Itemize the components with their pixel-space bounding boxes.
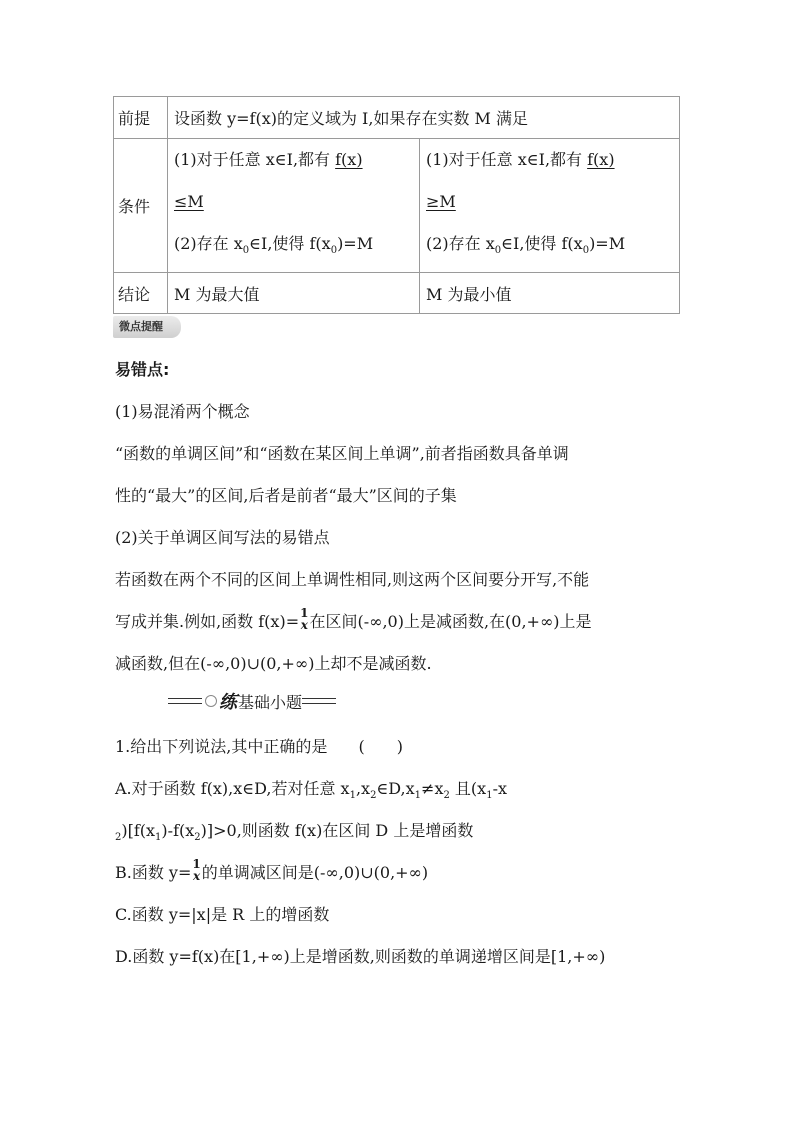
opt-b-a: B.函数 y=	[115, 863, 192, 882]
opt-a-2c: )-f(x	[161, 821, 195, 840]
question-stem-text: 1.给出下列说法,其中正确的是	[115, 737, 328, 756]
lian-icon: 练	[219, 692, 237, 713]
opt-a-sub5: 1	[486, 790, 493, 802]
double-rule-right	[302, 698, 336, 704]
section-heading	[168, 688, 336, 714]
frac-den-b: x	[192, 868, 201, 883]
table-row-condition	[114, 139, 680, 273]
option-a-line-1	[115, 776, 507, 801]
pitfalls-heading: 易错点:	[115, 360, 170, 379]
pitfall-2-line-1: 若函数在两个不同的区间上单调性相同,则这两个区间要分开写,不能	[115, 570, 590, 589]
table-row-premise	[114, 97, 680, 139]
opt-a-1a: A.对于函数 f(x),x∈D,若对任意 x	[115, 779, 350, 798]
magnifier-icon	[205, 695, 217, 707]
answer-parens: ( )	[358, 737, 403, 756]
opt-a-1b: ,x	[355, 779, 371, 798]
opt-a-2b: )[f(x	[121, 821, 156, 840]
definition-table	[113, 96, 680, 314]
max-cond-2-sub2: 0	[330, 245, 338, 257]
max-conclusion: M 为最大值	[168, 273, 420, 314]
condition-label: 条件	[114, 139, 168, 273]
max-cond-1-le: ≤M	[174, 192, 204, 211]
opt-a-2a: 2	[115, 832, 122, 844]
opt-a-1c: ∈D,x	[376, 779, 415, 798]
opt-a-sub2: 2	[370, 790, 377, 802]
min-cond-1-fx: f(x)	[587, 150, 615, 169]
min-conclusion: M 为最小值	[420, 273, 680, 314]
pitfall-2-line-2-a: 写成并集.例如,函数 f(x)=	[115, 612, 300, 631]
opt-a-2d: )]>0,则函数 f(x)在区间 D 上是增函数	[200, 821, 474, 840]
opt-a-1e: 且(x	[449, 779, 487, 798]
frac-den: x	[300, 617, 308, 632]
min-cond-1-ge: ≥M	[426, 192, 456, 211]
opt-a-sub7: 2	[194, 832, 201, 844]
option-c: C.函数 y=|x|是 R 上的增函数	[115, 905, 330, 924]
pitfall-2-line-2-b: 在区间(-∞,0)上是减函数,在(0,+∞)上是	[309, 612, 592, 631]
min-cond-2-text-b: ∈I,使得 f(x	[501, 234, 583, 253]
min-cond-2-text-c: )=M	[589, 234, 626, 253]
frac-num: 1	[300, 605, 309, 620]
min-condition-cell	[420, 139, 680, 273]
tip-badge: 微点提醒	[113, 316, 181, 338]
opt-a-sub3: 1	[414, 790, 422, 802]
max-cond-2-text-c: )=M	[337, 234, 374, 253]
max-cond-2-text: (2)存在 x	[174, 234, 243, 253]
option-a-line-2	[115, 818, 473, 843]
min-cond-2-sub: 0	[494, 245, 502, 257]
fraction-one-over-x-b	[192, 858, 200, 882]
double-rule-left	[168, 698, 202, 704]
min-cond-1-text: (1)对于任意 x∈I,都有	[426, 150, 588, 169]
pitfall-1-line-2: 性的“最大”的区间,后者是前者“最大”区间的子集	[115, 486, 457, 505]
conclusion-label: 结论	[114, 273, 168, 314]
opt-a-sub4: 2	[443, 790, 450, 802]
opt-b-b: 的单调减区间是(-∞,0)∪(0,+∞)	[201, 863, 429, 882]
table-row-conclusion	[114, 273, 680, 314]
pitfall-2-line-2	[115, 605, 592, 635]
min-cond-2-sub2: 0	[582, 245, 590, 257]
max-cond-1-text: (1)对于任意 x∈I,都有	[174, 150, 336, 169]
opt-a-sub6: 1	[155, 832, 162, 844]
opt-a-1f: -x	[492, 779, 508, 798]
question-stem	[115, 734, 403, 757]
max-condition-cell	[168, 139, 420, 273]
premise-label: 前提	[114, 97, 168, 139]
pitfall-2-line-3: 减函数,但在(-∞,0)∪(0,+∞)上却不是减函数.	[115, 654, 432, 673]
pitfall-1-title: (1)易混淆两个概念	[115, 402, 250, 421]
section-title: 基础小题	[238, 692, 303, 712]
pitfall-2-title: (2)关于单调区间写法的易错点	[115, 528, 330, 547]
opt-a-1d: ≠x	[421, 779, 444, 798]
min-cond-2-text: (2)存在 x	[426, 234, 495, 253]
max-cond-2-text-b: ∈I,使得 f(x	[249, 234, 331, 253]
option-d: D.函数 y=f(x)在[1,+∞)上是增函数,则函数的单调递增区间是[1,+∞)	[115, 947, 606, 966]
opt-a-sub1: 1	[349, 790, 356, 802]
frac-num-b: 1	[192, 856, 201, 871]
premise-text: 设函数 y=f(x)的定义域为 I,如果存在实数 M 满足	[168, 97, 680, 139]
option-b	[115, 856, 429, 886]
pitfall-1-line-1: “函数的单调区间”和“函数在某区间上单调”,前者指函数具备单调	[115, 444, 569, 463]
max-cond-2-sub: 0	[242, 245, 250, 257]
max-cond-1-fx: f(x)	[335, 150, 363, 169]
fraction-one-over-x	[300, 607, 308, 631]
